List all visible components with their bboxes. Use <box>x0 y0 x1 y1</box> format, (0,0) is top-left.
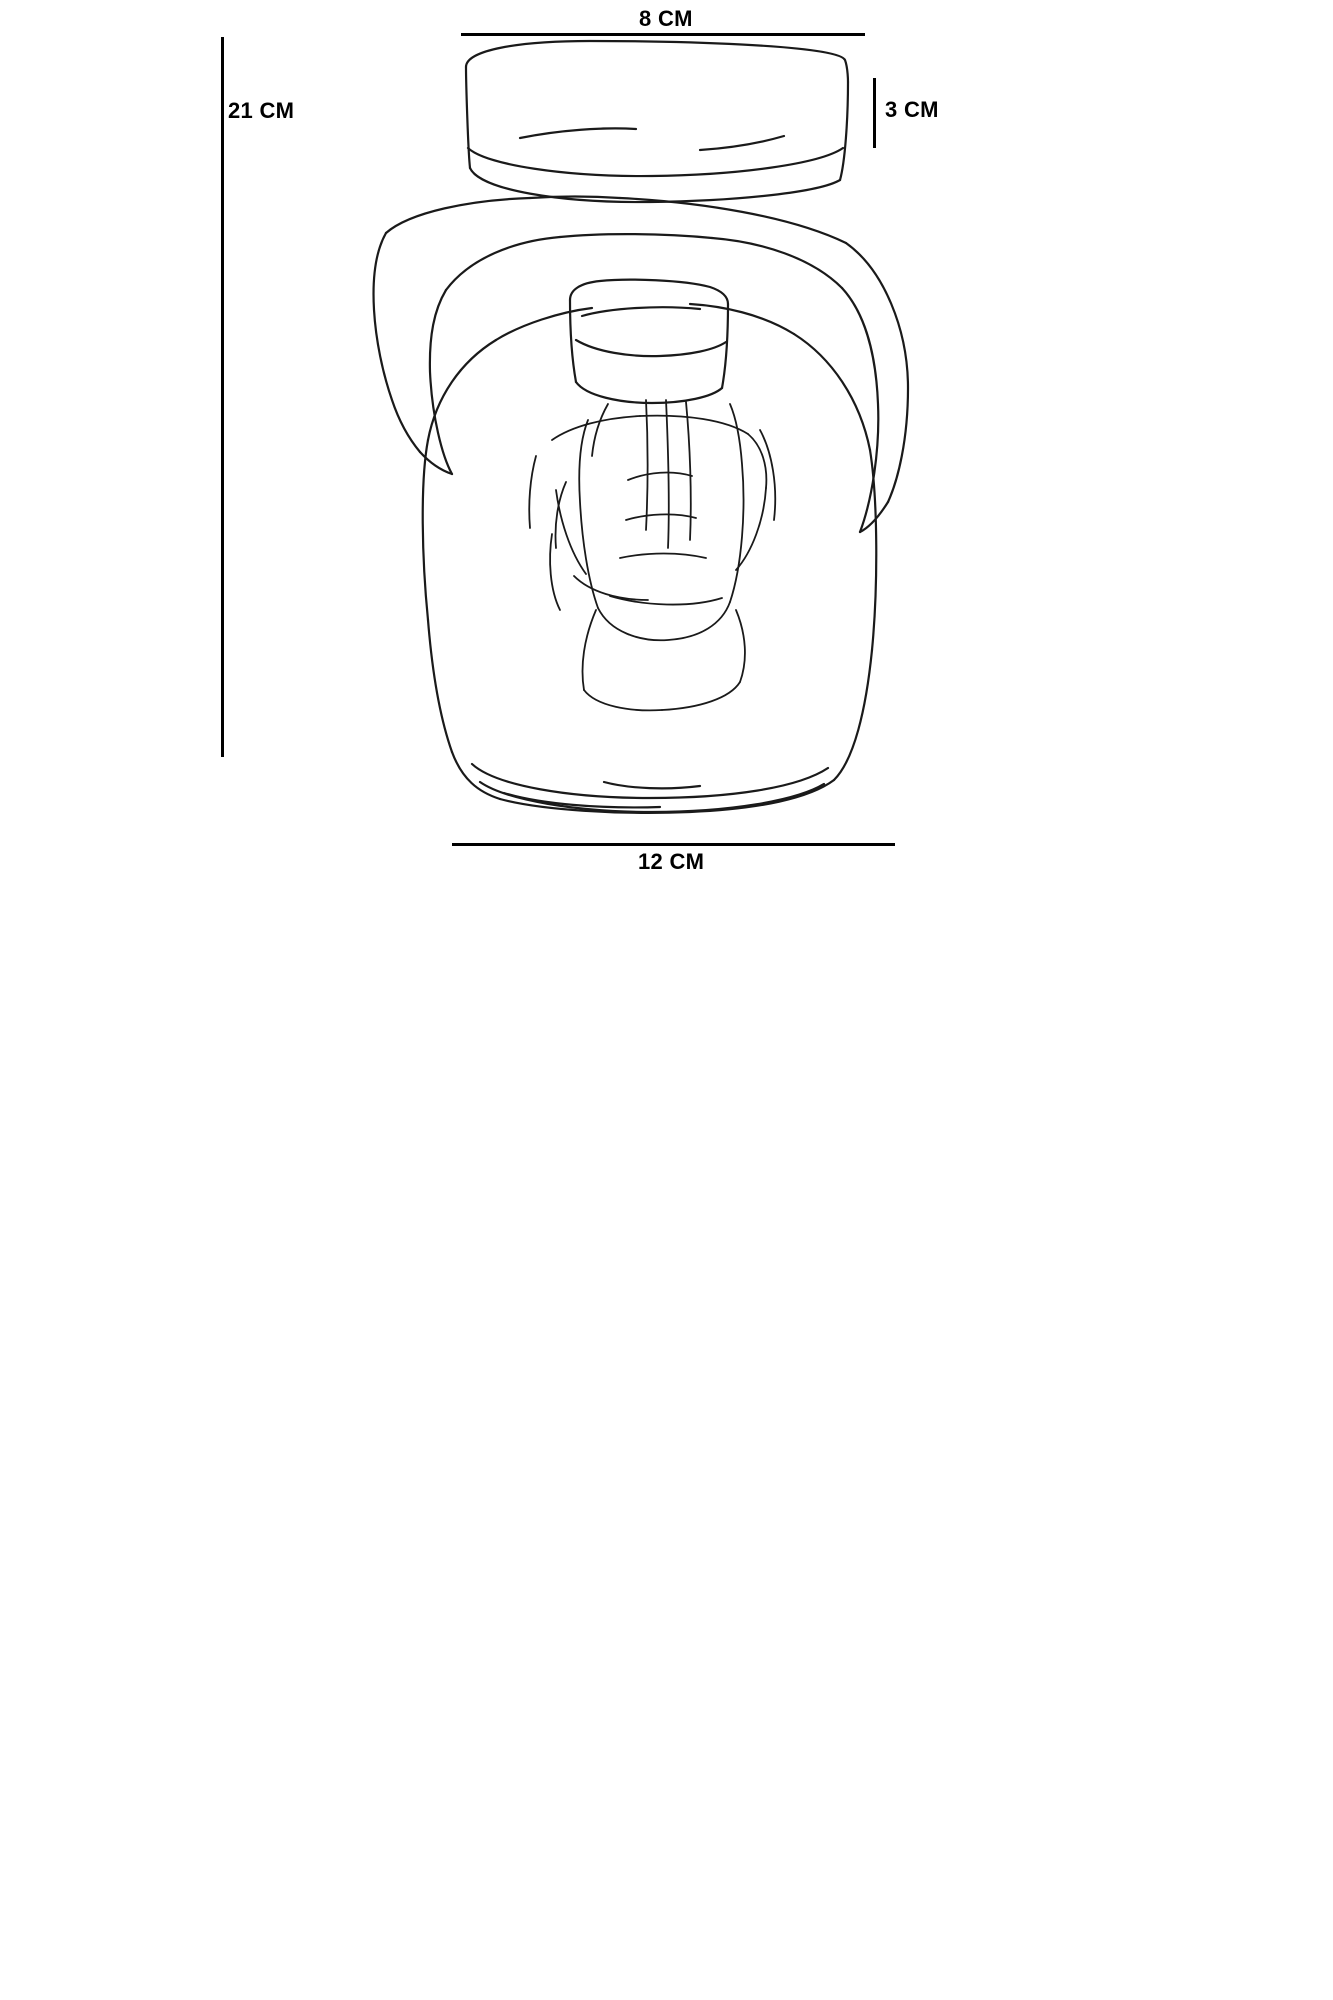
top-width-label: 8 CM <box>639 6 693 31</box>
canopy-shape <box>466 41 848 202</box>
glass-shade-shape <box>423 304 877 813</box>
canopy-height-label: 3 CM <box>885 97 939 122</box>
top-width-dimension-line <box>461 33 865 36</box>
bottom-width-label: 12 CM <box>638 849 705 874</box>
overall-height-dimension-line <box>221 37 224 757</box>
filament-detail <box>529 400 775 710</box>
canopy-height-dimension-line <box>873 78 876 148</box>
bottom-width-dimension-line <box>452 843 895 846</box>
socket-shape <box>570 280 728 403</box>
bracket-shape <box>374 197 908 533</box>
overall-height-label: 21 CM <box>228 98 295 123</box>
